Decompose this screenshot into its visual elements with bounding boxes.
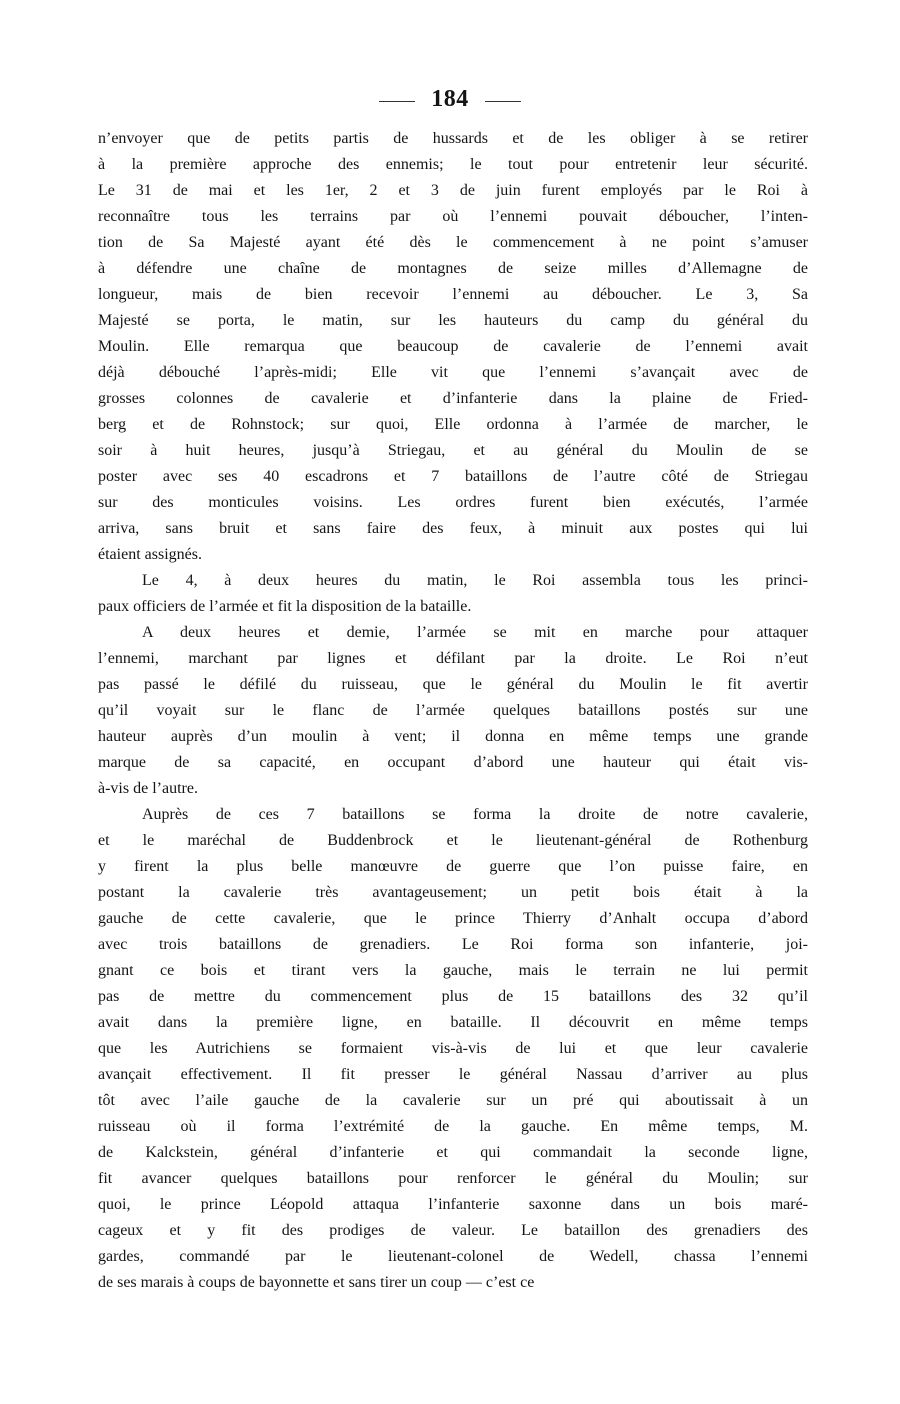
header-rule-left (379, 101, 415, 102)
text-line: qu’il voyait sur le flanc de l’armée quelques bataillons postés sur une (98, 702, 808, 719)
text-line: hauteur auprès d’un moulin à vent; il donna en même temps une grande (98, 728, 808, 745)
text-line: de Kalckstein, général d’infanterie et qui commandait la seconde ligne, (98, 1144, 808, 1161)
text-line: longueur, mais de bien recevoir l’ennemi au déboucher. Le 3, Sa (98, 286, 808, 303)
text-line: Le 4, à deux heures du matin, le Roi assembla tous les princi- (142, 572, 808, 589)
text-line: gnant ce bois et tirant vers la gauche, mais le terrain ne lui permit (98, 962, 808, 979)
text-body (98, 130, 808, 1300)
text-line: tôt avec l’aile gauche de la cavalerie sur un pré qui aboutissait à un (98, 1092, 808, 1109)
paragraph (98, 130, 808, 572)
text-line: poster avec ses 40 escadrons et 7 bataillons de l’autre côté de Striegau (98, 468, 808, 485)
text-line: déjà débouché l’après-midi; Elle vit que l’ennemi s’avançait avec de (98, 364, 808, 381)
text-line: paux officiers de l’armée et fit la disposition de la bataille. (98, 598, 472, 615)
text-line: Le 31 de mai et les 1er, 2 et 3 de juin furent employés par le Roi à (98, 182, 808, 199)
text-line: reconnaître tous les terrains par où l’ennemi pouvait déboucher, l’inten- (98, 208, 808, 225)
text-line: et le maréchal de Buddenbrock et le lieutenant-général de Rothenburg (98, 832, 808, 849)
text-line: avançait effectivement. Il fit presser le général Nassau d’arriver au plus (98, 1066, 808, 1083)
text-line: postant la cavalerie très avantageusement; un petit bois était à la (98, 884, 808, 901)
text-line: tion de Sa Majesté ayant été dès le commencement à ne point s’amuser (98, 234, 808, 251)
text-line: ruisseau où il forma l’extrémité de la gauche. En même temps, M. (98, 1118, 808, 1135)
text-line: pas passé le défilé du ruisseau, que le général du Moulin le fit avertir (98, 676, 808, 693)
text-line: l’ennemi, marchant par lignes et défilant par la droite. Le Roi n’eut (98, 650, 808, 667)
text-line: avait dans la première ligne, en bataille. Il découvrit en même temps (98, 1014, 808, 1031)
text-line: de ses marais à coups de bayonnette et sans tirer un coup — c’est ce (98, 1274, 535, 1291)
text-line: Majesté se porta, le matin, sur les hauteurs du camp du général du (98, 312, 808, 329)
text-line: grosses colonnes de cavalerie et d’infanterie dans la plaine de Fried- (98, 390, 808, 407)
text-line: soir à huit heures, jusqu’à Striegau, et au général du Moulin de se (98, 442, 808, 459)
text-line: arriva, sans bruit et sans faire des feux, à minuit aux postes qui lui (98, 520, 808, 537)
text-line: cageux et y fit des prodiges de valeur. Le bataillon des grenadiers des (98, 1222, 808, 1239)
text-line: n’envoyer que de petits partis de hussards et de les obliger à se retirer (98, 130, 808, 147)
text-line: que les Autrichiens se formaient vis-à-vis de lui et que leur cavalerie (98, 1040, 808, 1057)
text-line: A deux heures et demie, l’armée se mit en marche pour attaquer (142, 624, 808, 641)
page-number: 184 (431, 85, 469, 112)
text-line: marque de sa capacité, en occupant d’abord une hauteur qui était vis- (98, 754, 808, 771)
paragraph (98, 624, 808, 806)
text-line: à la première approche des ennemis; le tout pour entretenir leur sécurité. (98, 156, 808, 173)
text-line: fit avancer quelques bataillons pour renforcer le général du Moulin; sur (98, 1170, 808, 1187)
paragraph (98, 572, 808, 624)
text-line: quoi, le prince Léopold attaqua l’infanterie saxonne dans un bois maré- (98, 1196, 808, 1213)
text-line: avec trois bataillons de grenadiers. Le Roi forma son infanterie, joi- (98, 936, 808, 953)
text-line: à-vis de l’autre. (98, 780, 198, 797)
text-line: y firent la plus belle manœuvre de guerre que l’on puisse faire, en (98, 858, 808, 875)
text-line: à défendre une chaîne de montagnes de seize milles d’Allemagne de (98, 260, 808, 277)
text-line: gauche de cette cavalerie, que le prince Thierry d’Anhalt occupa d’abord (98, 910, 808, 927)
page-header (0, 84, 900, 114)
header-rule-right (485, 101, 521, 102)
text-line: Moulin. Elle remarqua que beaucoup de cavalerie de l’ennemi avait (98, 338, 808, 355)
text-line: gardes, commandé par le lieutenant-colonel de Wedell, chassa l’ennemi (98, 1248, 808, 1265)
text-line: berg et de Rohnstock; sur quoi, Elle ordonna à l’armée de marcher, le (98, 416, 808, 433)
text-line: Auprès de ces 7 bataillons se forma la droite de notre cavalerie, (142, 806, 808, 823)
paragraph (98, 806, 808, 1300)
text-line: pas de mettre du commencement plus de 15 bataillons des 32 qu’il (98, 988, 808, 1005)
text-line: étaient assignés. (98, 546, 202, 563)
text-line: sur des monticules voisins. Les ordres furent bien exécutés, l’armée (98, 494, 808, 511)
